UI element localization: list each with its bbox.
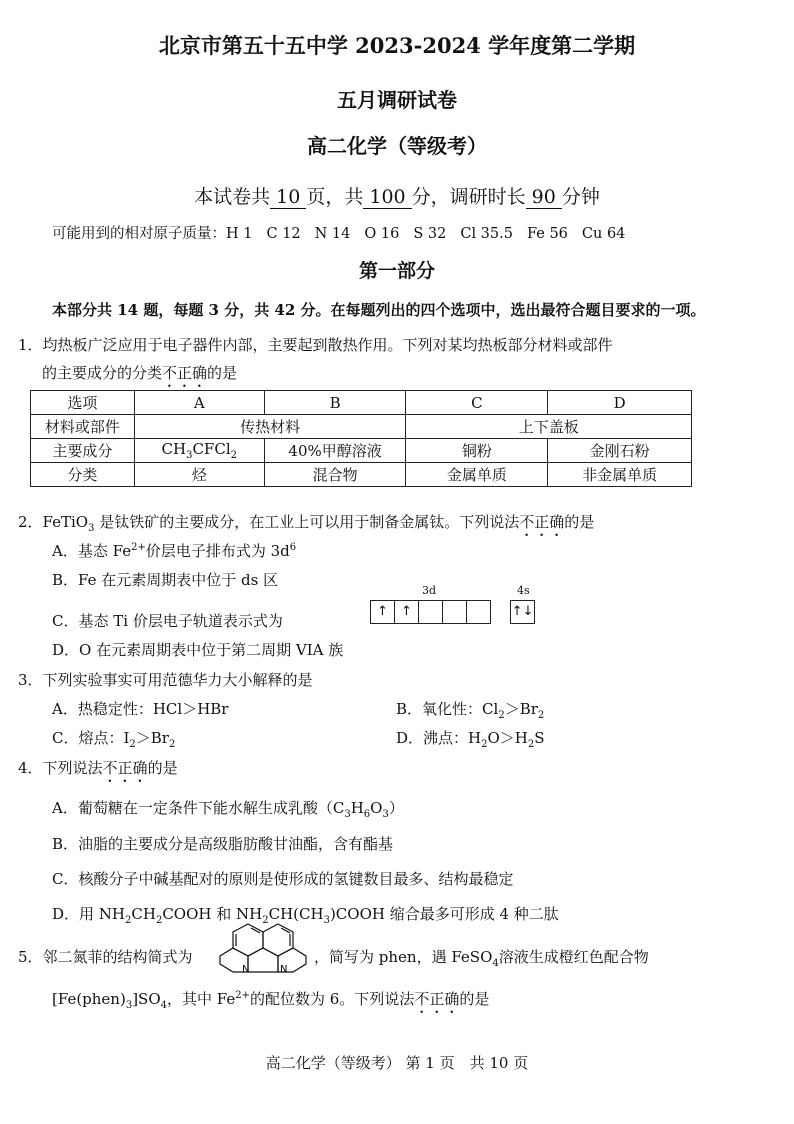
exam-info: 本试卷共 10 页，共 100 分，调研时长 90 分钟 xyxy=(194,186,600,208)
duration: 90 xyxy=(526,186,562,209)
q2-option-d: D．O 在元素周期表中位于第二周期 VIA 族 xyxy=(52,641,344,659)
q4-option-b: B．油脂的主要成分是高级脂肪酸甘油酯，含有酯基 xyxy=(52,835,394,853)
table-cell: 金属单质 xyxy=(406,463,548,487)
orbital-4s-label: 4s xyxy=(517,584,530,597)
q1-table xyxy=(30,390,692,487)
table-cell: A xyxy=(134,391,264,415)
q4-option-d: D．用 $NH_2CH_2COOH$ 和 $NH_2CH(CH_3)COOH$ 缩合最多可形成 4 种二肽 xyxy=(52,905,559,926)
q3-option-b: B．氧化性：$Cl_2>Br_2$ xyxy=(396,700,545,721)
q5-stem-part2: ，简写为 phen，遇 FeSO$_4$溶液生成橙红色配合物 xyxy=(314,948,649,969)
table-cell: 非金属单质 xyxy=(548,463,692,487)
emphasis-text: 不正确 xyxy=(102,759,148,777)
phenanthroline-structure xyxy=(218,920,308,974)
table-row xyxy=(31,439,692,463)
q4-option-c: C．核酸分子中碱基配对的原则是使形成的氢键数目最多、结构最稳定 xyxy=(52,870,514,888)
orbital-3d-label: 3d xyxy=(422,584,437,597)
emphasis-text: 不正确 xyxy=(162,364,208,382)
table-cell: $CH_3CFCl_2$ xyxy=(134,439,264,463)
exam-subtitle: 五月调研试卷 xyxy=(337,88,457,112)
q2-option-b: B．Fe 在元素周期表中位于 ds 区 xyxy=(52,571,279,589)
table-cell: 混合物 xyxy=(264,463,406,487)
exam-title: 北京市第五十五中学 2023-2024 学年度第二学期 xyxy=(158,33,636,58)
phen-n-atom: N xyxy=(242,964,250,974)
emphasis-text: 不正确 xyxy=(414,990,460,1008)
q2-stem: 2．FeTiO$_3$ 是钛铁矿的主要成分，在工业上可以用于制备金属钛。下列说法不正确的是 xyxy=(18,513,595,534)
table-cell: 40%甲醇溶液 xyxy=(264,439,406,463)
q5-stem-part1: 5．邻二氮菲的结构简式为 xyxy=(18,948,193,966)
q3-option-d: D．沸点：$H_2O>H_2S$ xyxy=(396,729,545,750)
orbital-box: ↑ xyxy=(370,600,395,624)
section-title: 第一部分 xyxy=(358,260,435,282)
table-cell: 烃 xyxy=(134,463,264,487)
q3-option-c: C．熔点：$I_2>Br_2$ xyxy=(52,729,176,750)
q5-stem-line2: $[Fe(phen)_3]SO_4$，其中 $Fe^{2+}$的配位数为 6。下列说法不正确的是 xyxy=(52,990,490,1011)
q2-option-c: C．基态 Ti 价层电子轨道表示式为 xyxy=(52,612,283,630)
section-intro: 本部分共 14 题，每题 3 分，共 42 分。在每题列出的四个选项中，选出最符合题目要求的一项。 xyxy=(52,301,706,319)
table-cell: C xyxy=(406,391,548,415)
table-cell: 选项 xyxy=(31,391,135,415)
table-cell: 上下盖板 xyxy=(406,415,692,439)
orbital-box xyxy=(418,600,443,624)
q4-stem: 4．下列说法不正确的是 xyxy=(18,759,178,777)
mass-item: Fe 56 xyxy=(526,226,568,242)
q3-option-a: A．热稳定性：HCl＞HBr xyxy=(52,700,229,718)
subject-title: 高二化学（等级考） xyxy=(307,134,487,158)
orbital-box xyxy=(466,600,491,624)
table-row xyxy=(31,463,692,487)
mass-item: N 14 xyxy=(314,226,351,242)
atomic-mass-row: 可能用到的相对原子质量：H 1 C 12 N 14 O 16 S 32 Cl 35.5 Fe 56 Cu 64 xyxy=(52,226,626,242)
total-score: 100 xyxy=(363,186,411,209)
mass-item: O 16 xyxy=(364,226,400,242)
table-row xyxy=(31,415,692,439)
table-cell: 金刚石粉 xyxy=(548,439,692,463)
table-cell: 材料或部件 xyxy=(31,415,135,439)
orbital-box-4s: ↑↓ xyxy=(510,600,535,624)
mass-item: Cu 64 xyxy=(581,226,626,242)
mass-item: H 1 xyxy=(226,226,253,242)
mass-item: C 12 xyxy=(266,226,301,242)
emphasis-text: 不正确 xyxy=(519,513,565,531)
page-footer: 高二化学（等级考） 第 1 页 共 10 页 xyxy=(265,1054,529,1072)
q1-stem-line2: 的主要成分的分类不正确的是 xyxy=(42,364,238,382)
page-count: 10 xyxy=(270,186,306,209)
q3-stem: 3．下列实验事实可用范德华力大小解释的是 xyxy=(18,671,313,689)
orbital-box: ↑ xyxy=(394,600,419,624)
mass-item: Cl 35.5 xyxy=(460,226,513,242)
table-row xyxy=(31,391,692,415)
phen-n-atom: N xyxy=(280,964,288,974)
table-cell: D xyxy=(548,391,692,415)
q2-option-a: A．基态 $Fe^{2+}$价层电子排布式为 $3d^6$ xyxy=(52,542,297,560)
table-cell: 铜粉 xyxy=(406,439,548,463)
q1-stem-line1: 1．均热板广泛应用于电子器件内部，主要起到散热作用。下列对某均热板部分材料或部件 xyxy=(18,336,613,354)
table-cell: B xyxy=(264,391,406,415)
table-cell: 主要成分 xyxy=(31,439,135,463)
table-cell: 传热材料 xyxy=(134,415,406,439)
table-cell: 分类 xyxy=(31,463,135,487)
orbital-box xyxy=(442,600,467,624)
q4-option-a: A．葡萄糖在一定条件下能水解生成乳酸$(C_3H_6O_3)$ xyxy=(52,799,404,820)
mass-item: S 32 xyxy=(413,226,447,242)
